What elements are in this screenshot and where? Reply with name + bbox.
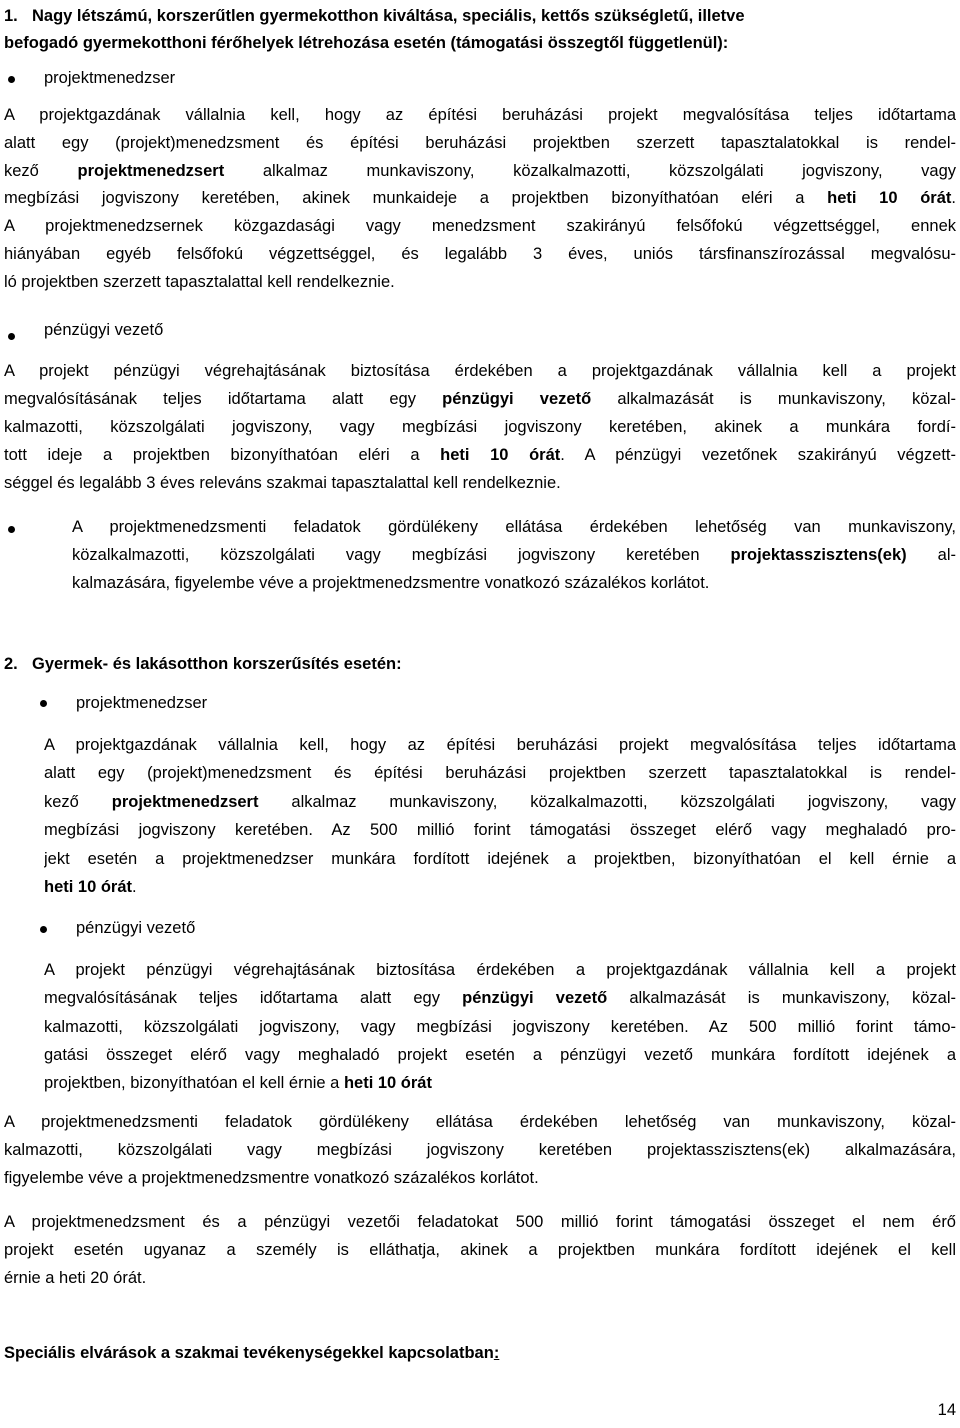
section-1-number: 1. <box>4 7 18 25</box>
text-segment: A projekt pénzügyi végrehajtásának biztosítása érdekében a projektgazdának vállalnia kell a projekt <box>4 362 956 380</box>
text-line <box>72 517 956 539</box>
text-segment: . <box>951 189 956 208</box>
section-2-heading: Gyermek- és lakásotthon korszerűsítés esetén: <box>32 655 402 673</box>
text-line <box>44 877 137 897</box>
text-line <box>44 735 956 757</box>
text-segment: . <box>132 878 137 896</box>
text-segment: kező <box>44 792 112 811</box>
text-line <box>4 417 956 439</box>
text-segment: A projektgazdának vállalnia kell, hogy az építési beruházási projekt megvalósítása teljes időtartama <box>4 106 956 124</box>
text-line <box>4 272 395 292</box>
text-segment: megbízási jogviszony keretében. Az 500 millió forint támogatási összeget elérő vagy meghaladó pro- <box>44 821 956 840</box>
text-line <box>44 820 956 842</box>
text-segment: A projektmenedzsernek közgazdasági vagy menedzsment szakirányú felsőfokú végzettséggel, ennek <box>4 217 956 236</box>
text-segment: ló projektben szerzett tapasztalattal kell rendelkeznie. <box>4 272 395 291</box>
text-line <box>44 1017 956 1039</box>
text-segment: figyelembe véve a projektmenedzsmentre vonatkozó százalékos korlátot. <box>4 1169 539 1187</box>
bold-text: pénzügyi vezető <box>442 390 592 408</box>
text-segment: jekt esetén a projektmenedzser munkára fordított idejének a projektben, bizonyíthatóan el kell érnie a <box>44 849 956 868</box>
section-1-heading-line-1: Nagy létszámú, korszerűtlen gyermekotthon kiváltása, speciális, kettős szükségletű, illetve <box>32 7 745 25</box>
text-line <box>44 792 956 814</box>
text-segment: megvalósításának teljes időtartama alatt egy <box>44 989 463 1008</box>
bullet-icon <box>8 76 15 83</box>
text-line <box>4 1212 956 1234</box>
text-segment: megbízási jogviszony keretében, akinek munkaideje a projektben bizonyíthatóan eléri a <box>4 189 828 208</box>
s1-pv-label: pénzügyi vezető <box>44 321 164 339</box>
text-segment: alkalmaz munkaviszony, közalkalmazotti, közszolgálati jogviszony, vagy <box>258 792 956 811</box>
text-segment: hiányában egyéb felsőfokú végzettséggel, és legalább 3 éves, uniós társfinanszírozással megvalósu- <box>4 245 956 263</box>
bold-text: heti 10 órát <box>440 446 561 464</box>
text-line <box>44 988 956 1010</box>
text-segment: A projekt pénzügyi végrehajtásának biztosítása érdekében a projektgazdának vállalnia kell a projekt <box>44 961 956 979</box>
text-line <box>72 573 709 593</box>
text-line <box>4 1268 146 1288</box>
text-segment: al- <box>906 546 956 564</box>
text-segment: érnie a heti 20 órát. <box>4 1269 147 1287</box>
text-line <box>4 1112 956 1134</box>
bold-text: pénzügyi vezető <box>462 989 608 1008</box>
text-line <box>4 473 561 493</box>
text-line <box>4 161 956 183</box>
bold-text: projektasszisztens(ek) <box>730 546 907 564</box>
text-segment: . A pénzügyi vezetőnek szakirányú végzett- <box>560 446 956 464</box>
text-segment: A projektmenedzsmenti feladatok gördülékeny ellátása érdekében lehetőség van munkaviszony, <box>72 518 956 536</box>
text-segment: A projektgazdának vállalnia kell, hogy az építési beruházási projekt megvalósítása teljes időtartama <box>44 736 956 754</box>
text-line <box>44 763 956 785</box>
text-line <box>44 960 956 982</box>
text-line <box>4 361 956 383</box>
text-line <box>4 445 956 467</box>
text-line <box>4 188 956 210</box>
section-1-heading-line-2: befogadó gyermekotthoni férőhelyek létrehozása esetén (támogatási összegtől függetlenül): <box>4 34 729 52</box>
text-segment: A projektmenedzsmenti feladatok gördülékeny ellátása érdekében lehetőség van munkaviszony, közal- <box>4 1113 956 1131</box>
text-segment: gatási összeget elérő vagy meghaladó projekt esetén a pénzügyi vezető munkára fordított idejének a <box>44 1045 956 1064</box>
bullet-icon <box>40 700 47 707</box>
text-line <box>4 389 956 411</box>
text-line <box>4 244 956 266</box>
bold-text: projektmenedzsert <box>77 161 225 180</box>
text-segment: alkalmazását is munkaviszony, közal- <box>607 989 956 1008</box>
text-line <box>4 1140 956 1162</box>
text-segment: megvalósításának teljes időtartama alatt egy <box>4 390 443 408</box>
text-line <box>4 105 956 127</box>
page-number: 14 <box>937 1401 956 1419</box>
bold-text: heti 10 órát <box>827 189 952 208</box>
text-segment: kalmazotti, közszolgálati vagy megbízási jogviszony keretében projektasszisztens(ek) alkalmazására, <box>4 1141 956 1159</box>
text-segment: alkalmazását is munkaviszony, közal- <box>591 390 956 408</box>
special-requirements-heading <box>4 1343 499 1363</box>
text-line <box>4 1240 956 1262</box>
text-segment: tott ideje a projektben bizonyíthatóan eléri a <box>4 446 441 464</box>
s2-pv-label: pénzügyi vezető <box>76 919 196 937</box>
s1-pm-label: projektmenedzser <box>44 69 176 87</box>
text-segment: kező <box>4 161 78 180</box>
text-line <box>44 849 956 871</box>
text-line <box>4 216 956 238</box>
bold-text: heti 10 órát <box>343 1074 432 1093</box>
text-line <box>4 1168 539 1188</box>
text-line <box>4 133 956 155</box>
bullet-icon <box>8 333 15 340</box>
text-segment: közalkalmazotti, közszolgálati vagy megbízási jogviszony keretében <box>72 546 731 564</box>
text-line <box>72 545 956 567</box>
text-segment: kalmazotti, közszolgálati jogviszony, vagy megbízási jogviszony keretében, akinek a munkára fordí- <box>4 418 956 436</box>
text-line <box>44 1073 432 1093</box>
text-segment: alkalmaz munkaviszony, közalkalmazotti, közszolgálati jogviszony, vagy <box>224 161 956 180</box>
special-requirements-colon: : <box>493 1344 500 1362</box>
text-segment: projekt esetén ugyanaz a személy is elláthatja, akinek a projektben munkára fordított idejének el kell <box>4 1241 956 1259</box>
text-segment: projektben, bizonyíthatóan el kell érnie a <box>44 1074 344 1093</box>
text-segment: alatt egy (projekt)menedzsment és építési beruházási projektben szerzett tapasztalatokkal is rendel- <box>4 133 956 152</box>
section-2-number: 2. <box>4 655 18 673</box>
text-segment: kalmazására, figyelembe véve a projektmenedzsmentre vonatkozó százalékos korlátot. <box>72 574 710 592</box>
bold-text: projektmenedzsert <box>111 792 259 811</box>
special-requirements-text: Speciális elvárások a szakmai tevékenységekkel kapcsolatban <box>4 1344 494 1362</box>
s2-pm-label: projektmenedzser <box>76 694 208 712</box>
text-segment: kalmazotti, közszolgálati jogviszony, vagy megbízási jogviszony keretében. Az 500 millió forint támo- <box>44 1017 956 1036</box>
text-segment: A projektmenedzsment és a pénzügyi vezetői feladatokat 500 millió forint támogatási összeget el nem érő <box>4 1213 956 1231</box>
bullet-icon <box>40 926 47 933</box>
text-segment: alatt egy (projekt)menedzsment és építési beruházási projektben szerzett tapasztalatokkal is rendel- <box>44 764 956 783</box>
bold-text: heti 10 órát <box>44 878 133 896</box>
bullet-icon <box>8 526 15 533</box>
text-segment: séggel és legalább 3 éves releváns szakmai tapasztalattal kell rendelkeznie. <box>4 474 561 492</box>
text-line <box>44 1045 956 1067</box>
